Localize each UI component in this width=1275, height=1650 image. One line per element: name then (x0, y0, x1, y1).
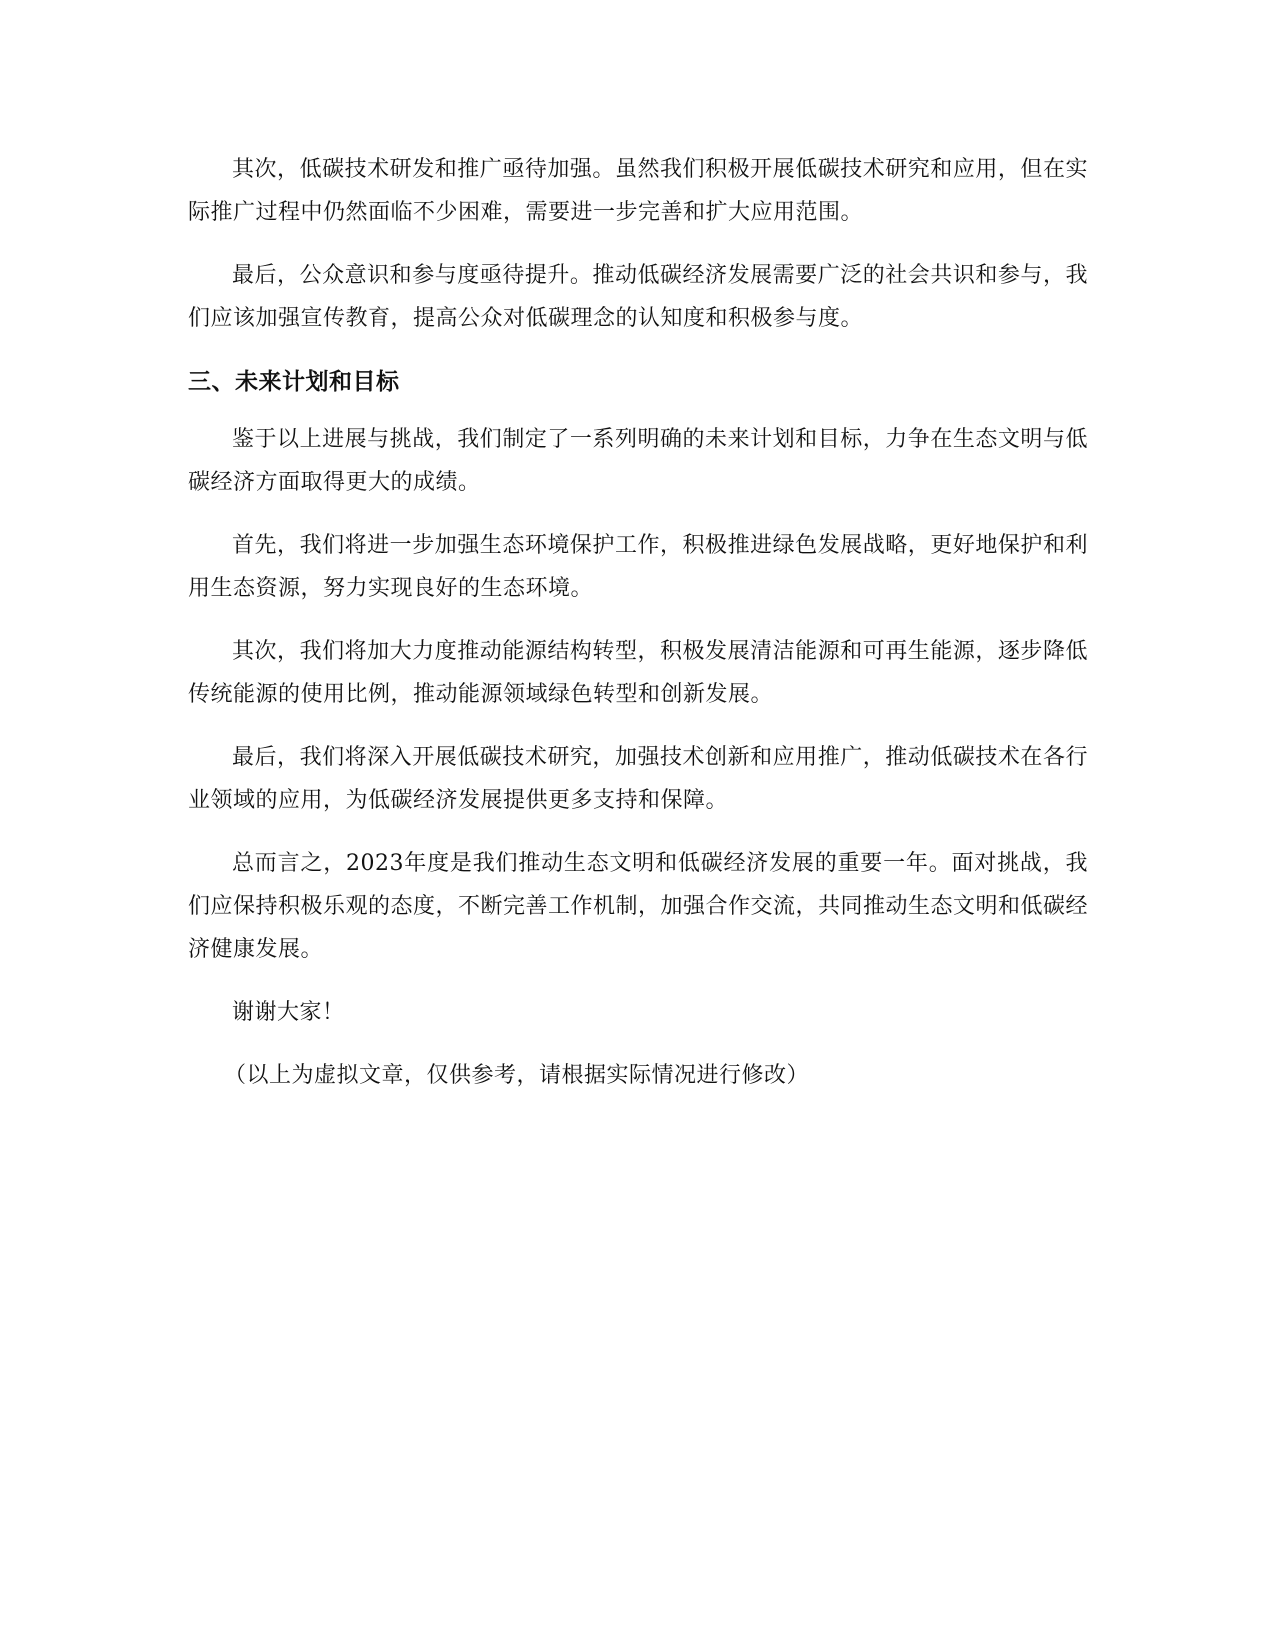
paragraph-plan-intro: 鉴于以上进展与挑战，我们制定了一系列明确的未来计划和目标，力争在生态文明与低碳经济方面取得更大的成绩。 (188, 427, 1088, 495)
document-body (188, 148, 1088, 1117)
paragraph-plan-energy: 其次，我们将加大力度推动能源结构转型，积极发展清洁能源和可再生能源，逐步降低传统能源的使用比例，推动能源领域绿色转型和创新发展。 (188, 639, 1088, 707)
paragraph-tech-rnd: 其次，低碳技术研发和推广亟待加强。虽然我们积极开展低碳技术研究和应用，但在实际推广过程中仍然面临不少困难，需要进一步完善和扩大应用范围。 (188, 157, 1088, 225)
paragraph-thanks: 谢谢大家！ (232, 1000, 345, 1025)
section-heading-future-plans: 三、未来计划和目标 (188, 369, 400, 395)
paragraph-conclusion: 总而言之，2023年度是我们推动生态文明和低碳经济发展的重要一年。面对挑战，我们应保持积极乐观的态度，不断完善工作机制，加强合作交流，共同推动生态文明和低碳经济健康发展。 (188, 851, 1089, 962)
paragraph-plan-technology: 最后，我们将深入开展低碳技术研究，加强技术创新和应用推广，推动低碳技术在各行业领域的应用，为低碳经济发展提供更多支持和保障。 (188, 745, 1088, 813)
paragraph-disclaimer: （以上为虚拟文章，仅供参考，请根据实际情况进行修改） (224, 1063, 810, 1088)
paragraph-public-awareness: 最后，公众意识和参与度亟待提升。推动低碳经济发展需要广泛的社会共识和参与，我们应该加强宣传教育，提高公众对低碳理念的认知度和积极参与度。 (188, 263, 1088, 331)
paragraph-plan-environment: 首先，我们将进一步加强生态环境保护工作，积极推进绿色发展战略，更好地保护和利用生态资源，努力实现良好的生态环境。 (188, 533, 1088, 601)
